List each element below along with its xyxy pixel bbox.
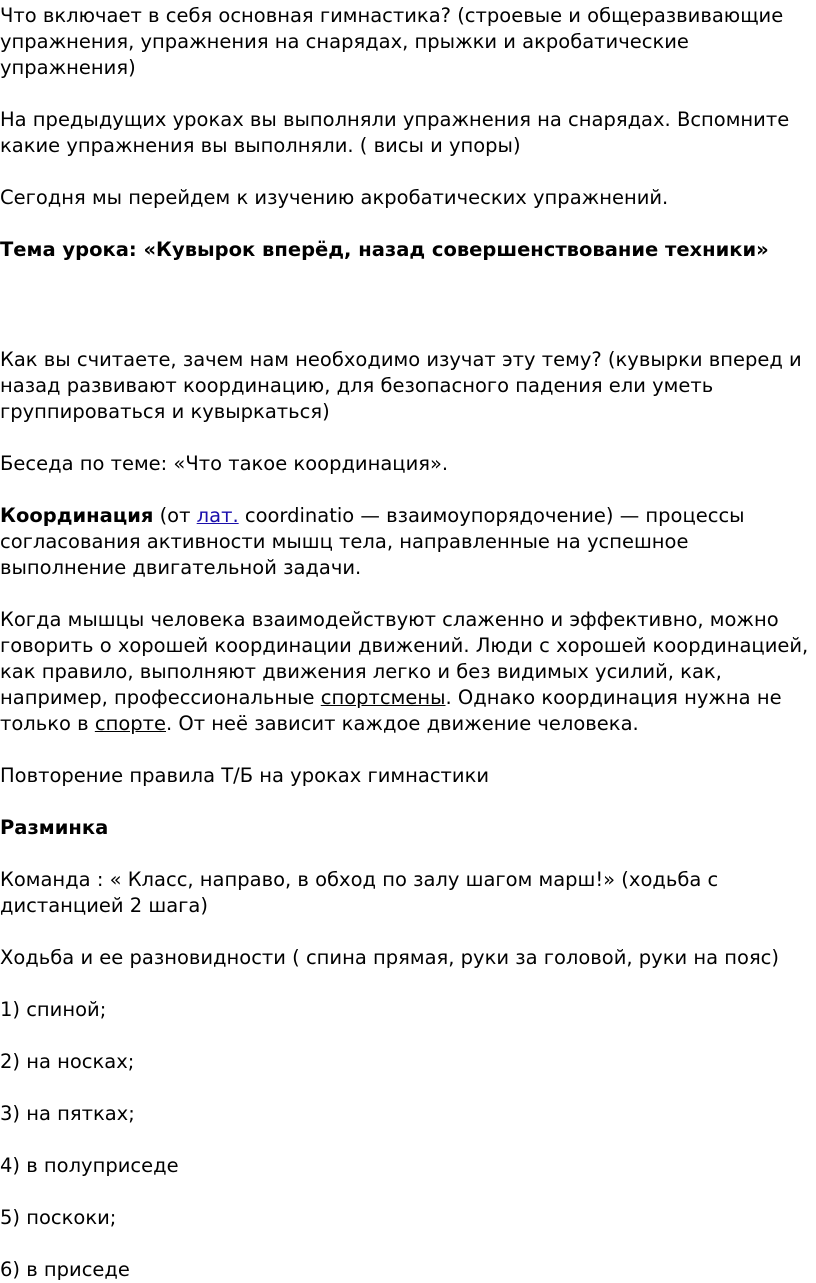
command-text: Команда : « Класс, направо, в обход по залу шагом марш!» (ходьба с дистанцией 2 шага) [0, 868, 719, 917]
warmup-heading: Разминка [0, 816, 109, 839]
explanation-part-a: Когда мышцы человека взаимодействуют слаженно и эффективно, можно говорить о хорошей координации движений. Люди с хорошей координацией, как правило, выполняют движения легко и без видимых усилий, как, например, профессиональные [0, 608, 809, 709]
athletes-link[interactable]: спортсмены [320, 686, 446, 709]
previous-lessons-text: На предыдущих уроках вы выполняли упражнения на снарядах. Вспомните какие упражнения вы выполняли. ( висы и упоры) [0, 108, 790, 157]
list-item: 4) в полуприседе [0, 1154, 179, 1177]
today-text: Сегодня мы перейдем к изучению акробатических упражнений. [0, 186, 669, 209]
latin-link[interactable]: лат. [196, 504, 239, 527]
sport-link[interactable]: спорте [94, 712, 166, 735]
safety-rules-text: Повторение правила Т/Б на уроках гимнастики [0, 764, 490, 787]
list-item: 3) на пятках; [0, 1102, 135, 1125]
coordination-definition [0, 503, 816, 581]
why-question-text: Как вы считаете, зачем нам необходимо изучат эту тему? (кувырки вперед и назад развивают координацию, для безопасного падения ели уметь группироваться и кувыркаться) [0, 348, 802, 423]
coordination-rest: coordinatio — взаимоупорядочение) — процессы согласования активности мышц тела, направленные на успешное выполнение двигательной задачи. [0, 504, 745, 579]
intro-question: Что включает в себя основная гимнастика? (строевые и общеразвивающие упражнения, упражнения на снарядах, прыжки и акробатические упражнения) [0, 4, 784, 79]
lesson-topic-heading: Тема урока: «Кувырок вперёд, назад совершенствование техники» [0, 238, 769, 261]
explanation-part-b: . Однако координация нужна не только в [0, 686, 782, 735]
list-item: 2) на носках; [0, 1050, 135, 1073]
coordination-term: Координация [0, 504, 154, 527]
explanation-part-c: . От неё зависит каждое движение человека. [165, 712, 639, 735]
coordination-pre: (от [153, 504, 197, 527]
walking-types-text: Ходьба и ее разновидности ( спина прямая, руки за головой, руки на пояс) [0, 946, 780, 969]
walking-list [0, 997, 816, 1283]
list-item: 5) поскоки; [0, 1206, 117, 1229]
list-item: 6) в приседе [0, 1258, 130, 1281]
list-item: 1) спиной; [0, 998, 107, 1021]
coordination-explanation [0, 607, 816, 737]
discussion-topic-text: Беседа по теме: «Что такое координация». [0, 452, 449, 475]
